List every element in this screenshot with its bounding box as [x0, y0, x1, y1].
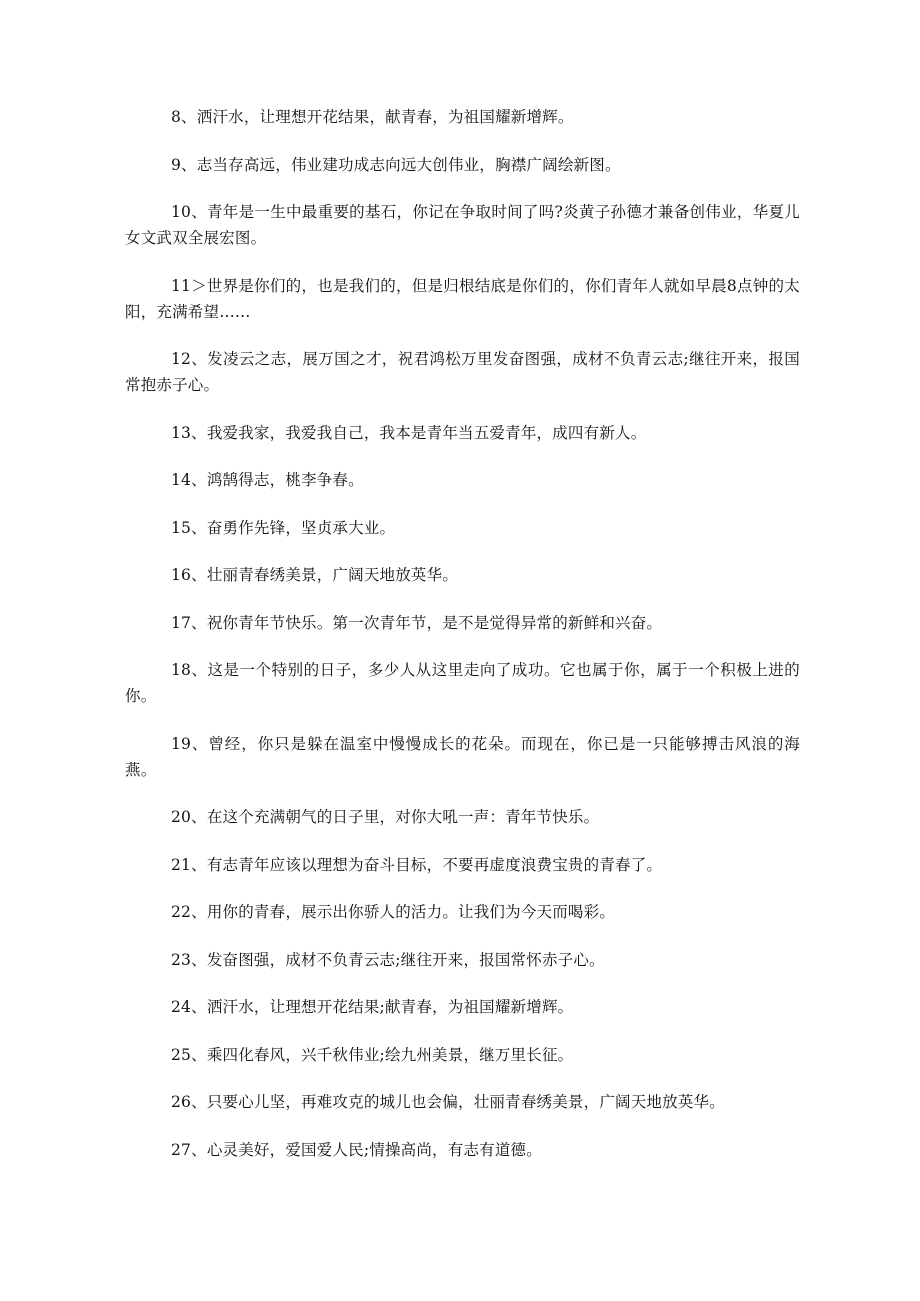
paragraph-20: 20、在这个充满朝气的日子里，对你大吼一声：青年节快乐。 — [171, 808, 600, 826]
document-body — [125, 104, 800, 1184]
paragraph-12: 12、发凌云之志，展万国之才，祝君鸿松万里发奋图强，成材不负青云志;继往开来，报国常抱赤子心。 — [125, 350, 800, 394]
paragraph-23: 23、发奋图强，成材不负青云志;继往开来，报国常怀赤子心。 — [171, 950, 605, 969]
paragraph-11: 11＞世界是你们的，也是我们的，但是归根结底是你们的，你们青年人就如早晨8点钟的太阳，充满希望…… — [125, 276, 800, 321]
paragraph-24: 24、洒汗水，让理想开花结果;献青春，为祖国耀新增辉。 — [171, 998, 574, 1016]
paragraph-10: 10、青年是一生中最重要的基石，你记在争取时间了吗?炎黄子孙德才兼备创伟业，华夏儿女文武双全展宏图。 — [125, 203, 800, 247]
paragraph-18: 18、这是一个特别的日子，多少人从这里走向了成功。它也属于你，属于一个积极上进的你。 — [125, 661, 800, 705]
paragraph-21: 21、有志青年应该以理想为奋斗目标，不要再虚度浪费宝贵的青春了。 — [171, 855, 663, 874]
paragraph-14: 14、鸿鹄得志，桃李争春。 — [171, 471, 364, 489]
paragraph-9: 9、志当存高远，伟业建功成志向远大创伟业，胸襟广阔绘新图。 — [171, 155, 621, 174]
paragraph-15: 15、奋勇作先锋，坚贞承大业。 — [171, 518, 396, 537]
paragraph-17: 17、祝你青年节快乐。第一次青年节，是不是觉得异常的新鲜和兴奋。 — [171, 613, 663, 632]
paragraph-26: 26、只要心儿坚，再难攻克的城儿也会偏，壮丽青春绣美景，广阔天地放英华。 — [171, 1093, 725, 1111]
paragraph-16: 16、壮丽青春绣美景，广阔天地放英华。 — [171, 566, 459, 584]
paragraph-8: 8、洒汗水，让理想开花结果，献青春，为祖国耀新增辉。 — [171, 108, 574, 126]
paragraph-22: 22、用你的青春，展示出你骄人的活力。让我们为今天而喝彩。 — [171, 903, 616, 921]
paragraph-19: 19、曾经，你只是躲在温室中慢慢成长的花朵。而现在，你已是一只能够搏击风浪的海燕。 — [125, 734, 800, 779]
paragraph-25: 25、乘四化春风，兴千秋伟业;绘九州美景，继万里长征。 — [171, 1045, 574, 1064]
paragraph-13: 13、我爱我家，我爱我自己，我本是青年当五爱青年，成四有新人。 — [171, 423, 647, 442]
paragraph-27: 27、心灵美好，爱国爱人民;情操高尚，有志有道德。 — [171, 1140, 542, 1159]
